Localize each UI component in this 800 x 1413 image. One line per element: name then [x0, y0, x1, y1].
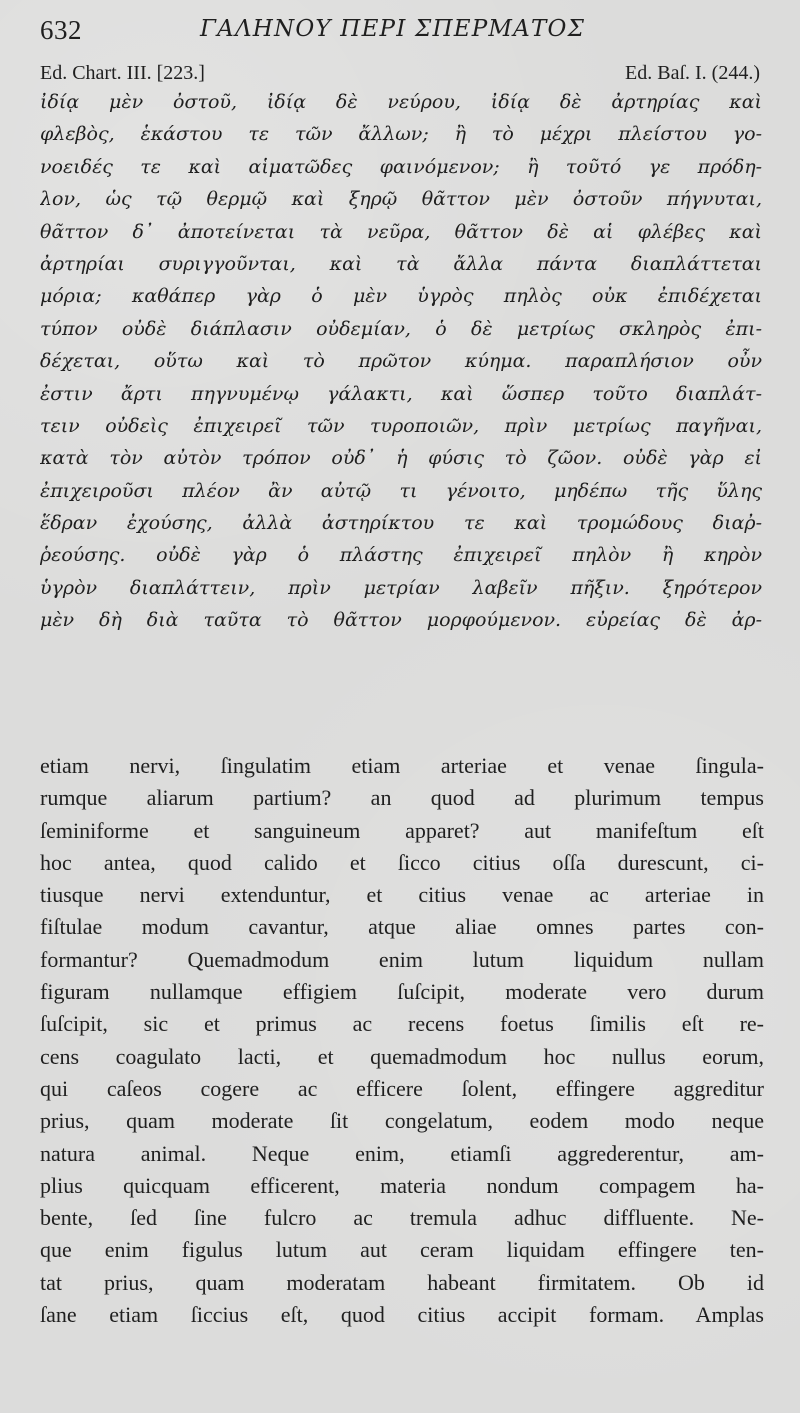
greek-text-line: φλεβὸς, ἑκάστου τε τῶν ἄλλων; ἢ τὸ μέχρι πλείστου γο- [40, 123, 762, 146]
page-number: 632 [40, 15, 82, 45]
latin-text-line: hoc antea, quod calido et ſicco citius oſſa durescunt, ci- [40, 849, 764, 875]
latin-text-line: ſane etiam ſiccius eſt, quod citius accipit formam. Amplas [40, 1302, 764, 1328]
latin-text-line: formantur? Quemadmodum enim lutum liquidum nullam [40, 946, 764, 972]
greek-text-line: δέχεται, οὕτω καὶ τὸ πρῶτον κύημα. παραπλήσιον οὖν [40, 350, 762, 373]
latin-text-line: etiam nervi, ſingulatim etiam arteriae et venae ſingula- [40, 753, 764, 778]
latin-text-line: tat prius, quam moderatam habeant firmitatem. Ob id [40, 1269, 764, 1295]
latin-text-line: rumque aliarum partium? an quod ad plurimum tempus [40, 785, 764, 811]
latin-text-line: fiſtulae modum cavantur, atque aliae omnes partes con- [40, 914, 764, 940]
greek-text-line: τειν οὐδεὶς ἐπιχειρεῖ τῶν τυροποιῶν, πρὶν μετρίως παγῆναι, [40, 414, 762, 437]
latin-text-line: prius, quam moderate ſit congelatum, eodem modo neque [40, 1108, 764, 1134]
running-head [40, 12, 760, 48]
greek-text-block [40, 86, 762, 637]
latin-text-line: bente, ſed ſine fulcro ac tremula adhuc diffluente. Ne- [40, 1205, 764, 1231]
latin-text-line: ſuſcipit, sic et primus ac recens foetus ſimilis eſt re- [40, 1011, 764, 1037]
edition-basel-reference: Ed. Baſ. I. (244.) [625, 62, 760, 84]
edition-reference-line [40, 59, 760, 87]
greek-text-line: θᾶττον δ᾿ ἀποτείνεται τὰ νεῦρα, θᾶττον δὲ αἱ φλέβες καὶ [40, 220, 762, 243]
greek-text-line: ἕδραν ἐχούσης, ἀλλὰ ἀστηρίκτου τε καὶ τρομώδους διαῤ- [40, 512, 762, 535]
greek-text-line: ἐπιχειροῦσι πλέον ἂν αὐτῷ τι γένοιτο, μηδέπω τῆς ὕλης [40, 479, 762, 502]
greek-text-line: τύπον οὐδὲ διάπλασιν οὐδεμίαν, ὁ δὲ μετρίως σκληρὸς ἐπι- [40, 317, 762, 340]
greek-text-line: ὑγρὸν διαπλάττειν, πρὶν μετρίαν λαβεῖν πῆξιν. ξηρότερον [40, 576, 762, 599]
latin-translation-block [40, 750, 764, 1331]
latin-text-line: ſeminiforme et sanguineum apparet? aut manifeſtum eſt [40, 817, 764, 843]
greek-text-line: ἰδίᾳ μὲν ὀστοῦ, ἰδίᾳ δὲ νεύρου, ἰδίᾳ δὲ ἀρτηρίας καὶ [40, 91, 762, 113]
edition-chart-reference: Ed. Chart. III. [223.] [40, 62, 205, 84]
greek-text-line: μόρια; καθάπερ γὰρ ὁ μὲν ὑγρὸς πηλὸς οὐκ ἐπιδέχεται [40, 285, 762, 308]
latin-text-line: cens coagulato lacti, et quemadmodum hoc nullus eorum, [40, 1043, 764, 1069]
greek-text-line: ἐστιν ἄρτι πηγνυμένῳ γάλακτι, καὶ ὥσπερ τοῦτο διαπλάτ- [40, 382, 762, 405]
latin-text-line: que enim figulus lutum aut ceram liquidam effingere ten- [40, 1237, 764, 1263]
running-title: ΓΑΛΗΝΟΥ ΠΕΡΙ ΣΠΕΡΜΑΤΟΣ [200, 16, 586, 42]
greek-text-line: λον, ὡς τῷ θερμῷ καὶ ξηρῷ θᾶττον μὲν ὀστοῦν πήγνυται, [40, 188, 762, 211]
latin-text-line: figuram nullamque effigiem ſuſcipit, moderate vero durum [40, 979, 764, 1005]
latin-text-line: natura animal. Neque enim, etiamſi aggrederentur, am- [40, 1140, 764, 1166]
latin-text-line: tiusque nervi extenduntur, et citius venae ac arteriae in [40, 882, 764, 908]
greek-text-line: ῥεούσης. οὐδὲ γὰρ ὁ πλάστης ἐπιχειρεῖ πηλὸν ἢ κηρὸν [40, 544, 762, 567]
greek-text-line: μὲν δὴ διὰ ταῦτα τὸ θᾶττον μορφούμενον. εὐρείας δὲ ἀρ- [40, 609, 762, 632]
greek-text-line: κατὰ τὸν αὐτὸν τρόπον οὐδ᾿ ἡ φύσις τὸ ζῶον. οὐδὲ γὰρ εἰ [40, 447, 762, 470]
latin-text-line: qui caſeos cogere ac efficere ſolent, effingere aggreditur [40, 1075, 764, 1101]
latin-text-line: plius quicquam efficerent, materia nondum compagem ha- [40, 1172, 764, 1198]
greek-text-line: νοειδές τε καὶ αἱματῶδες φαινόμενον; ἢ τοῦτό γε πρόδη- [40, 155, 762, 178]
greek-text-line: ἀρτηρίαι συριγγοῦνται, καὶ τὰ ἄλλα πάντα διαπλάττεται [40, 252, 762, 275]
